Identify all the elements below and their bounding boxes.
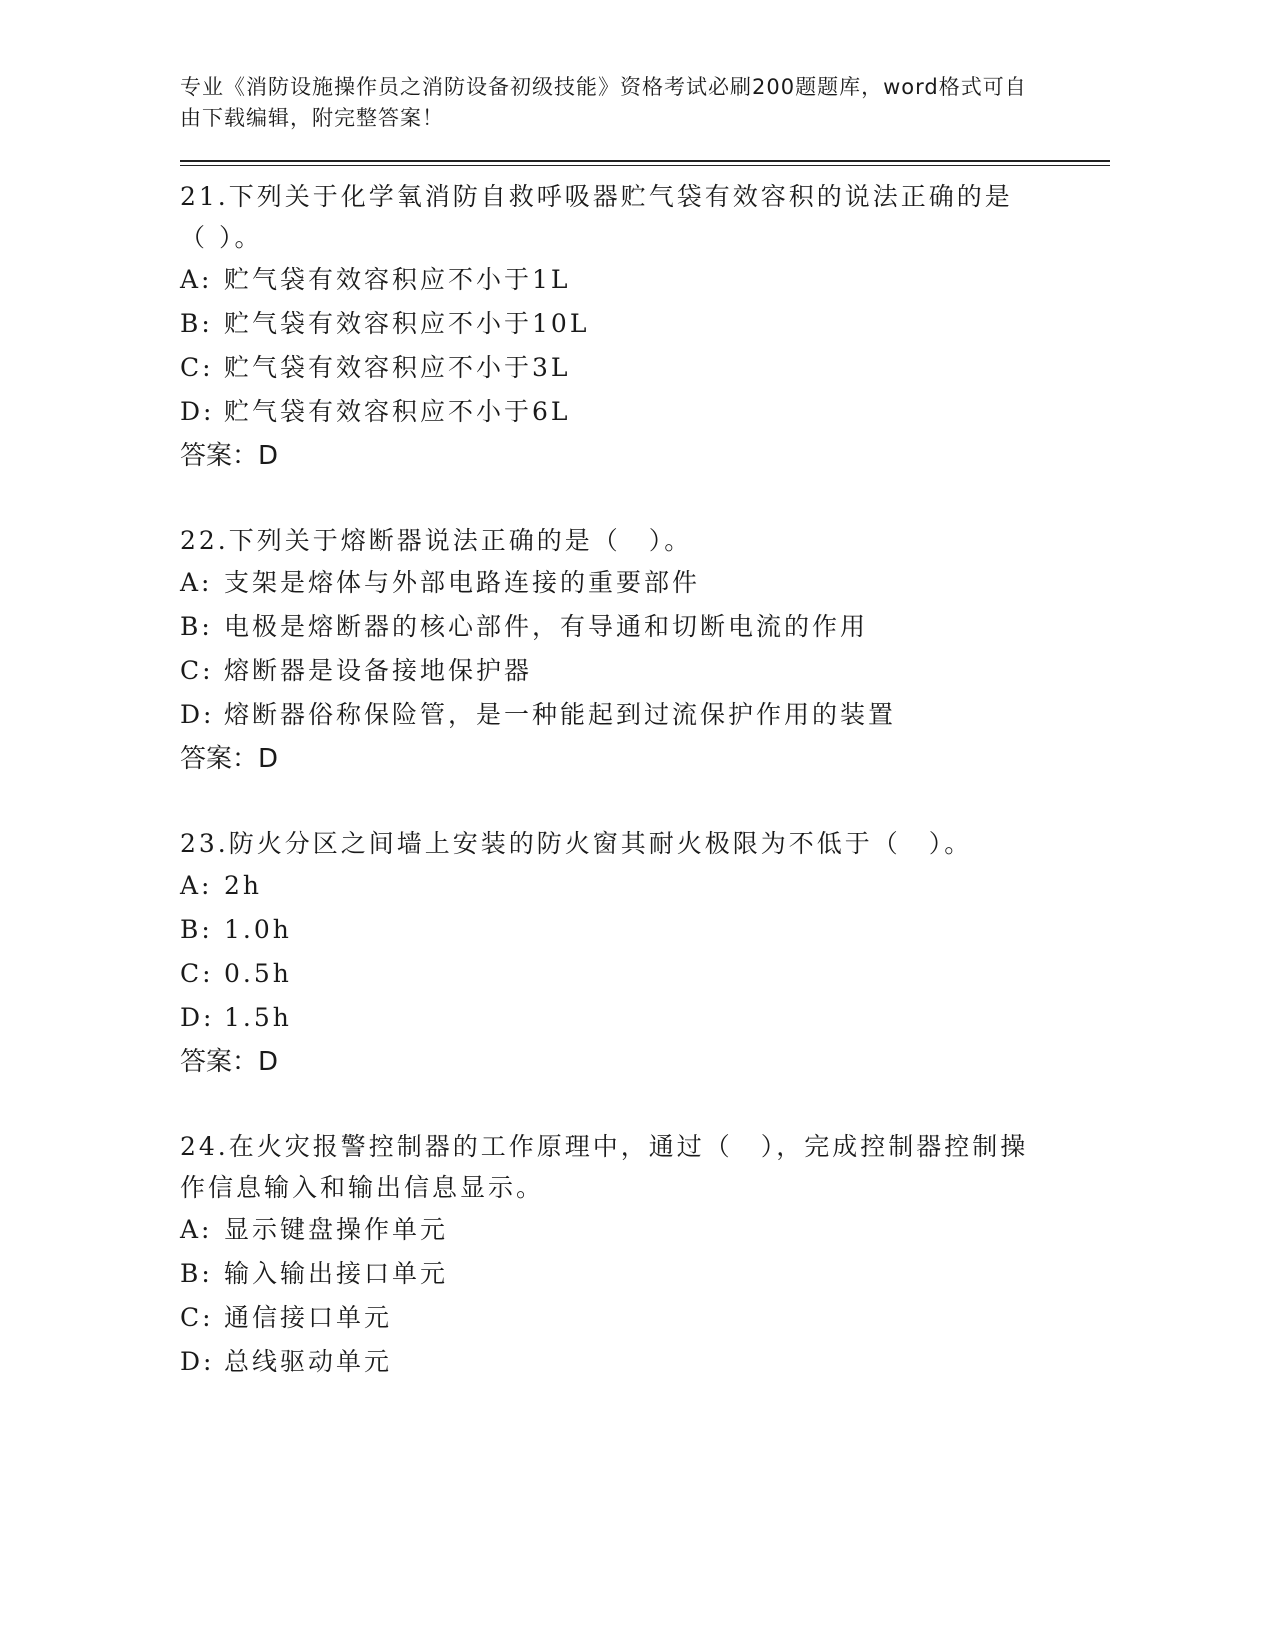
option-key: C:: [180, 1303, 214, 1332]
option-key: C:: [180, 353, 214, 382]
option-c: [180, 649, 1110, 693]
option-key: B:: [180, 309, 213, 338]
option-text: 2h: [224, 871, 263, 900]
question-stem: 22.下列关于熔断器说法正确的是（ ）。: [180, 526, 693, 555]
answer-line: 答案：D: [180, 744, 279, 774]
option-a: [180, 258, 1110, 302]
option-a: [180, 1208, 1110, 1252]
option-b: [180, 1252, 1110, 1296]
answer-line: 答案：D: [180, 441, 279, 471]
option-key: C:: [180, 959, 214, 988]
option-b: [180, 908, 1110, 952]
question-21: [180, 176, 1110, 478]
option-key: B:: [180, 612, 213, 641]
option-c: [180, 346, 1110, 390]
question-23: [180, 823, 1110, 1084]
option-key: B:: [180, 915, 213, 944]
option-key: D:: [180, 700, 215, 729]
option-text: 熔断器是设备接地保护器: [224, 656, 533, 685]
option-text: 通信接口单元: [224, 1303, 393, 1332]
option-d: [180, 1340, 1110, 1384]
option-text: 贮气袋有效容积应不小于6L: [224, 397, 571, 426]
question-list: [180, 176, 1110, 1384]
option-key: D:: [180, 397, 215, 426]
option-text: 总线驱动单元: [224, 1347, 393, 1376]
option-b: [180, 605, 1110, 649]
answer-line: 答案：D: [180, 1047, 279, 1077]
option-b: [180, 302, 1110, 346]
option-key: B:: [180, 1259, 213, 1288]
option-key: A:: [180, 871, 213, 900]
question-24: [180, 1126, 1110, 1384]
option-text: 0.5h: [224, 959, 292, 988]
question-22: [180, 520, 1110, 781]
option-key: A:: [180, 568, 213, 597]
question-stem: 21.下列关于化学氧消防自救呼吸器贮气袋有效容积的说法正确的是（ ）。: [180, 182, 1013, 252]
option-key: D:: [180, 1347, 215, 1376]
option-text: 输入输出接口单元: [224, 1259, 449, 1288]
option-text: 电极是熔断器的核心部件，有导通和切断电流的作用: [224, 612, 869, 641]
option-a: [180, 561, 1110, 605]
document-header: 专业《消防设施操作员之消防设备初级技能》资格考试必刷200题题库，word格式可自由下载编辑，附完整答案！: [180, 75, 1027, 130]
option-c: [180, 1296, 1110, 1340]
option-key: A:: [180, 265, 213, 294]
option-d: [180, 693, 1110, 737]
option-text: 熔断器俗称保险管，是一种能起到过流保护作用的装置: [224, 700, 897, 729]
option-text: 1.0h: [224, 915, 292, 944]
option-text: 贮气袋有效容积应不小于10L: [224, 309, 590, 338]
option-d: [180, 390, 1110, 434]
option-d: [180, 996, 1110, 1040]
question-stem: 23.防火分区之间墙上安装的防火窗其耐火极限为不低于（ ）。: [180, 829, 973, 858]
option-a: [180, 864, 1110, 908]
option-text: 贮气袋有效容积应不小于1L: [224, 265, 571, 294]
header-divider: [180, 160, 1110, 166]
option-key: A:: [180, 1215, 213, 1244]
option-text: 显示键盘操作单元: [224, 1215, 449, 1244]
option-c: [180, 952, 1110, 996]
document-page: [180, 72, 1110, 1426]
option-key: C:: [180, 656, 214, 685]
option-text: 贮气袋有效容积应不小于3L: [224, 353, 571, 382]
option-text: 1.5h: [224, 1003, 292, 1032]
question-stem: 24.在火灾报警控制器的工作原理中，通过（ ），完成控制器控制操作信息输入和输出信息显示。: [180, 1132, 1029, 1202]
option-key: D:: [180, 1003, 215, 1032]
option-text: 支架是熔体与外部电路连接的重要部件: [224, 568, 701, 597]
